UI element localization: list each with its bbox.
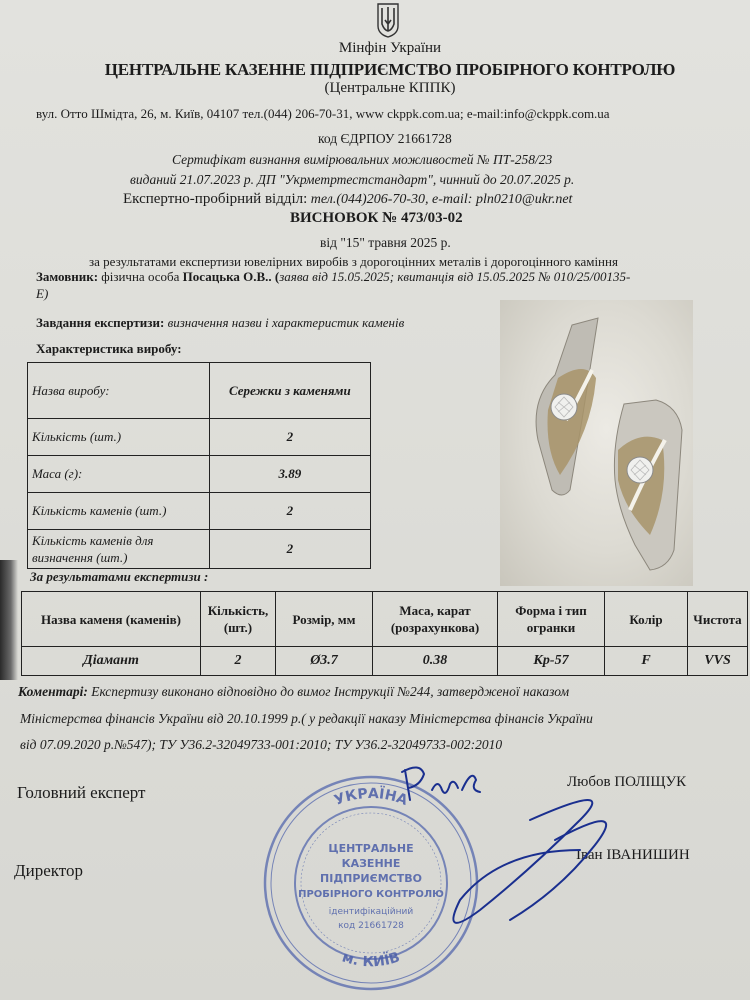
stamp-line-1: ЦЕНТРАЛЬНЕ: [328, 842, 414, 855]
client-details: заява від 15.05.2025; квитанція від 15.05.2025 № 010/25/00135-: [279, 269, 631, 284]
company-name: ЦЕНТРАЛЬНЕ КАЗЕННЕ ПІДПРИЄМСТВО ПРОБІРНОГО КОНТРОЛЮ: [104, 60, 676, 79]
conclusion-title: ВИСНОВОК № 473/03-02: [290, 210, 463, 226]
client-label: Замовник:: [36, 269, 99, 284]
prop-value: 2: [209, 530, 370, 569]
table-row: [22, 647, 748, 676]
director-name: Іван ІВАНИШИН: [576, 847, 690, 863]
lab-department: [123, 191, 572, 208]
client-line: [36, 269, 630, 285]
certificate-line-2: виданий 21.07.2023 р. ДП "Укрметртестстандарт", чинний до 20.07.2025 р.: [130, 172, 575, 187]
prop-value: Сережки з каменями: [209, 363, 370, 419]
handwritten-signature: [380, 760, 640, 940]
stone-mass: 0.38: [373, 647, 498, 676]
comment-text: Експертизу виконано відповідно до вимог Інструкції №244, затвердженої наказом: [87, 684, 570, 699]
ministry-name: Мінфін України: [338, 40, 442, 56]
stamp-outer-top: УКРАЇНА: [332, 785, 410, 809]
prop-label: Назва виробу:: [28, 363, 210, 419]
task-label: Завдання експертизи:: [36, 315, 165, 330]
column-header: Розмір, мм: [276, 592, 373, 647]
company-short-name: (Центральне КППК): [324, 80, 456, 96]
certificate-line-1: Сертифікат визнання вимірювальних можливостей № ПТ-258/23: [172, 152, 553, 167]
stone-clarity: VVS: [688, 647, 748, 676]
stone-count: 2: [201, 647, 276, 676]
stamp-outer-bottom: м. КИЇВ: [340, 949, 402, 971]
column-header: Колір: [605, 592, 688, 647]
table-header-row: [22, 592, 748, 647]
company-address: вул. Отто Шмідта, 26, м. Київ, 04107 тел.(044) 206-70-31, www ckppk.com.ua; e-mail:info@ckppk.com.ua: [36, 106, 610, 121]
lab-label: Експертно-пробірний відділ:: [123, 191, 308, 207]
lab-contacts: тел.(044)206-70-30, e-mail: pln0210@ukr.net: [307, 192, 573, 207]
stone-size: Ø3.7: [276, 647, 373, 676]
table-row: [28, 493, 371, 530]
stones-table: [21, 591, 748, 676]
table-row: [28, 363, 371, 419]
prop-label: Маса (г):: [28, 456, 210, 493]
results-title: За результатами експертизи :: [30, 569, 209, 584]
comment-label: Коментарі:: [18, 684, 88, 699]
comment-line-3: від 07.09.2020 р.№547); ТУ У36.2-32049733-001:2010; ТУ У36.2-32049733-002:2010: [20, 737, 503, 752]
table-row: [28, 456, 371, 493]
prop-value: 3.89: [209, 456, 370, 493]
stamp-line-4: ПРОБІРНОГО КОНТРОЛЮ: [298, 889, 444, 900]
table-row: [28, 530, 371, 569]
earrings-photo: [500, 300, 693, 586]
director-title: Директор: [14, 861, 83, 880]
task-text: визначення назви і характеристик каменів: [164, 315, 405, 330]
stamp-line-6: код 21661728: [338, 921, 404, 931]
stone-color: F: [605, 647, 688, 676]
prop-label: Кількість каменів для визначення (шт.): [28, 530, 210, 569]
chief-expert-title: Головний експерт: [17, 783, 146, 802]
conclusion-purpose: за результатами експертизи ювелірних виробів з дорогоцінних металів і дорогоцінного каміння: [89, 254, 618, 269]
conclusion-date: від "15" травня 2025 р.: [320, 235, 451, 250]
characteristics-table: [27, 362, 371, 569]
chief-expert-name: Любов ПОЛІЩУК: [567, 774, 687, 790]
coat-of-arms-icon: [375, 2, 401, 38]
stamp-line-3: ПІДПРИЄМСТВО: [320, 872, 422, 885]
column-header: Кількість, (шт.): [201, 592, 276, 647]
client-name: Посацька О.В.. (: [182, 269, 280, 284]
stone-name: Діамант: [22, 647, 201, 676]
comment-line-2: Міністерства фінансів України від 20.10.1999 р.( у редакції наказу Міністерства фінансів України: [20, 711, 593, 726]
prop-label: Кількість (шт.): [28, 419, 210, 456]
client-details-continued: Е): [36, 286, 49, 301]
stone-cut: Кр-57: [498, 647, 605, 676]
column-header: Назва каменя (каменів): [22, 592, 201, 647]
stamp-line-5: ідентифікаційний: [328, 907, 414, 917]
binding-shadow: [0, 560, 18, 680]
column-header: Форма і тип огранки: [498, 592, 605, 647]
comment-line-1: [18, 684, 569, 700]
prop-value: 2: [209, 493, 370, 530]
stamp-line-2: КАЗЕННЕ: [341, 857, 401, 870]
edrpou-code: код ЄДРПОУ 21661728: [318, 131, 452, 146]
table-row: [28, 419, 371, 456]
client-text: фізична особа: [98, 269, 183, 284]
prop-value: 2: [209, 419, 370, 456]
task-line: [36, 315, 404, 331]
column-header: Чистота: [688, 592, 748, 647]
column-header: Маса, карат (розрахункова): [373, 592, 498, 647]
prop-label: Кількість каменів (шт.): [28, 493, 210, 530]
characteristics-title: Характеристика виробу:: [36, 341, 182, 356]
